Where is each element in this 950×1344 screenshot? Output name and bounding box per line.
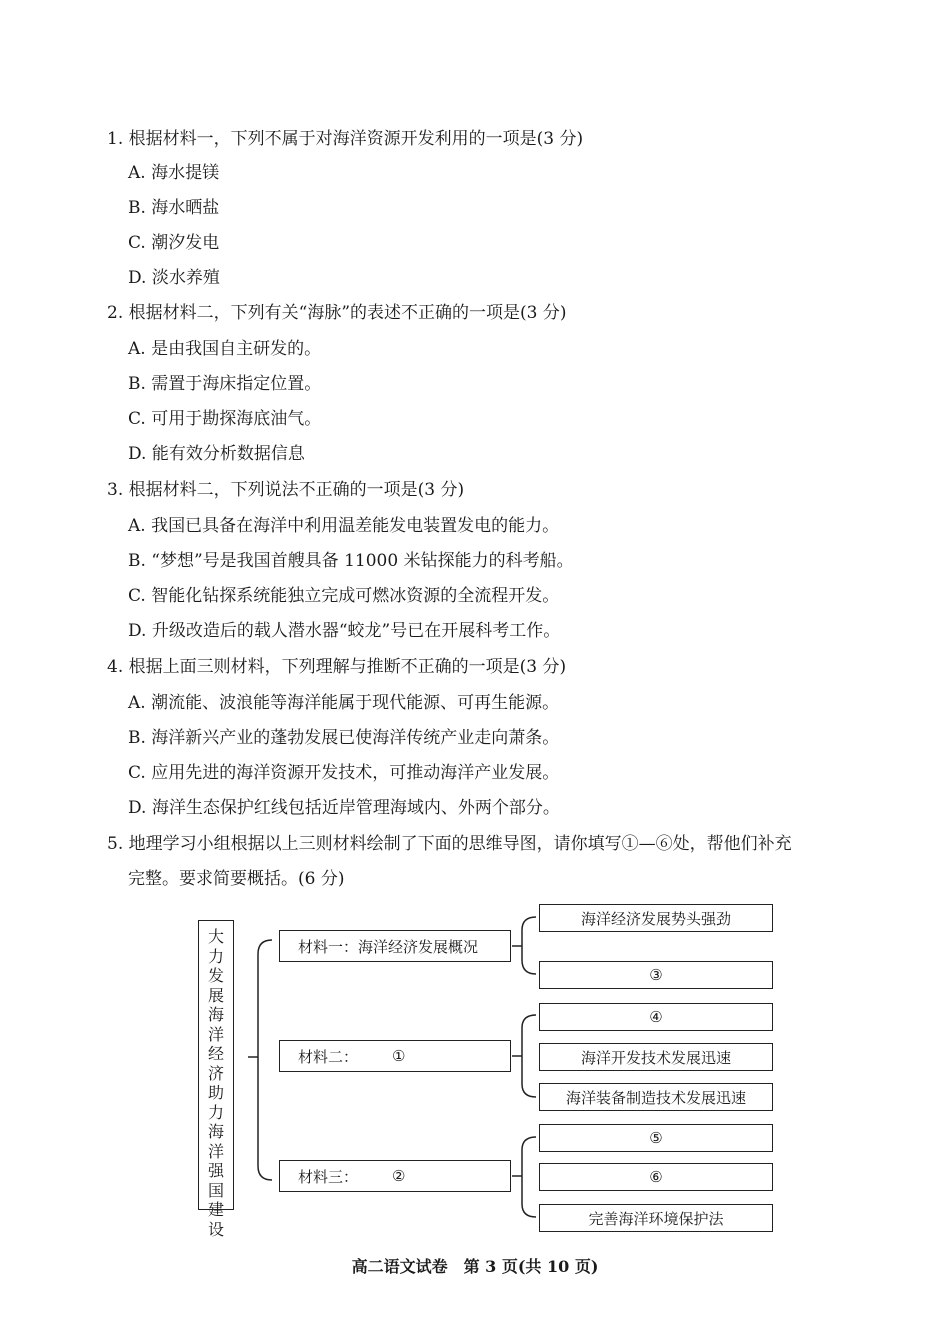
question-2-option-a: A. 是由我国自主研发的。: [128, 339, 322, 359]
question-2-stem: 2. 根据材料二，下列有关“海脉”的表述不正确的一项是(3 分): [107, 303, 567, 323]
question-1-option-b: B. 海水晒盐: [128, 198, 220, 218]
material-1-label: 材料一：海洋经济发展概况: [298, 937, 479, 956]
mindmap-item-2: [539, 961, 773, 989]
title-char: 洋: [207, 1141, 224, 1161]
title-char: 经: [207, 1044, 224, 1063]
question-1-option-c: C. 潮汐发电: [128, 233, 220, 253]
mindmap-main-title: [198, 920, 234, 1239]
question-3-option-a: A. 我国已具备在海洋中利用温差能发电装置发电的能力。: [128, 516, 560, 536]
title-char: 海: [207, 1005, 224, 1024]
item-1-text: 海洋经济发展势头强劲: [580, 909, 731, 928]
material-2-label: 材料二：: [298, 1047, 359, 1066]
question-3-option-b: B. “梦想”号是我国首艘具备 11000 米钻探能力的科考船。: [128, 551, 574, 571]
question-1-stem: 1. 根据材料一，下列不属于对海洋资源开发利用的一项是(3 分): [107, 129, 584, 149]
mindmap-item-7: [539, 1163, 773, 1191]
question-1-option-a: A. 海水提镁: [128, 163, 220, 183]
title-char: 大: [207, 927, 224, 946]
blank-4: ④: [649, 1008, 663, 1026]
mindmap-material-1: [279, 930, 511, 962]
mindmap-item-8: [539, 1204, 773, 1232]
blank-1: ①: [392, 1047, 406, 1065]
question-4-stem: 4. 根据上面三则材料，下列理解与推断不正确的一项是(3 分): [107, 657, 567, 677]
title-char: 设: [207, 1219, 224, 1239]
question-2-option-c: C. 可用于勘探海底油气。: [128, 409, 322, 429]
item-5-text: 海洋装备制造技术发展迅速: [565, 1088, 746, 1107]
question-3-option-c: C. 智能化钻探系统能独立完成可燃冰资源的全流程开发。: [128, 586, 560, 606]
mindmap-item-3: [539, 1003, 773, 1031]
item-4-text: 海洋开发技术发展迅速: [580, 1048, 731, 1067]
title-char: 建: [207, 1200, 224, 1219]
mindmap-item-6: [539, 1124, 773, 1152]
title-char: 国: [207, 1180, 224, 1200]
mindmap-item-1: [539, 904, 773, 932]
question-1-option-d: D. 淡水养殖: [128, 268, 220, 288]
title-char: 强: [207, 1161, 224, 1180]
title-char: 展: [207, 985, 224, 1005]
mindmap-material-2: [279, 1040, 511, 1072]
blank-6: ⑥: [649, 1168, 663, 1186]
title-char: 发: [207, 966, 224, 985]
mindmap-item-5: [539, 1083, 773, 1111]
material-3-label: 材料三：: [298, 1167, 359, 1186]
question-3-stem: 3. 根据材料二，下列说法不正确的一项是(3 分): [107, 480, 465, 500]
question-4-option-a: A. 潮流能、波浪能等海洋能属于现代能源、可再生能源。: [128, 693, 560, 713]
question-2-option-b: B. 需置于海床指定位置。: [128, 374, 322, 394]
mindmap-material-3: [279, 1160, 511, 1192]
question-2-option-d: D. 能有效分析数据信息: [128, 444, 305, 464]
title-char: 济: [207, 1063, 224, 1083]
question-4-option-c: C. 应用先进的海洋资源开发技术，可推动海洋产业发展。: [128, 763, 560, 783]
question-5-stem: 5. 地理学习小组根据以上三则材料绘制了下面的思维导图，请你填写①—⑥处，帮他们补充: [107, 834, 792, 854]
blank-5: ⑤: [649, 1129, 663, 1147]
page-footer: 高二语文试卷 第 3 页(共 10 页): [351, 1257, 599, 1276]
title-char: 力: [207, 946, 224, 966]
question-4-option-b: B. 海洋新兴产业的蓬勃发展已使海洋传统产业走向萧条。: [128, 728, 560, 748]
blank-3: ③: [649, 966, 663, 984]
title-char: 力: [207, 1102, 224, 1122]
blank-2: ②: [392, 1167, 406, 1185]
title-char: 海: [207, 1122, 224, 1141]
mindmap-item-4: [539, 1043, 773, 1071]
title-char: 助: [207, 1083, 224, 1102]
question-5-stem-continued: 完整。要求简要概括。(6 分): [128, 869, 345, 889]
item-8-text: 完善海洋环境保护法: [588, 1209, 724, 1228]
question-3-option-d: D. 升级改造后的载人潜水器“蛟龙”号已在开展科考工作。: [128, 621, 561, 641]
title-char: 洋: [207, 1024, 224, 1044]
question-4-option-d: D. 海洋生态保护红线包括近岸管理海域内、外两个部分。: [128, 798, 560, 818]
